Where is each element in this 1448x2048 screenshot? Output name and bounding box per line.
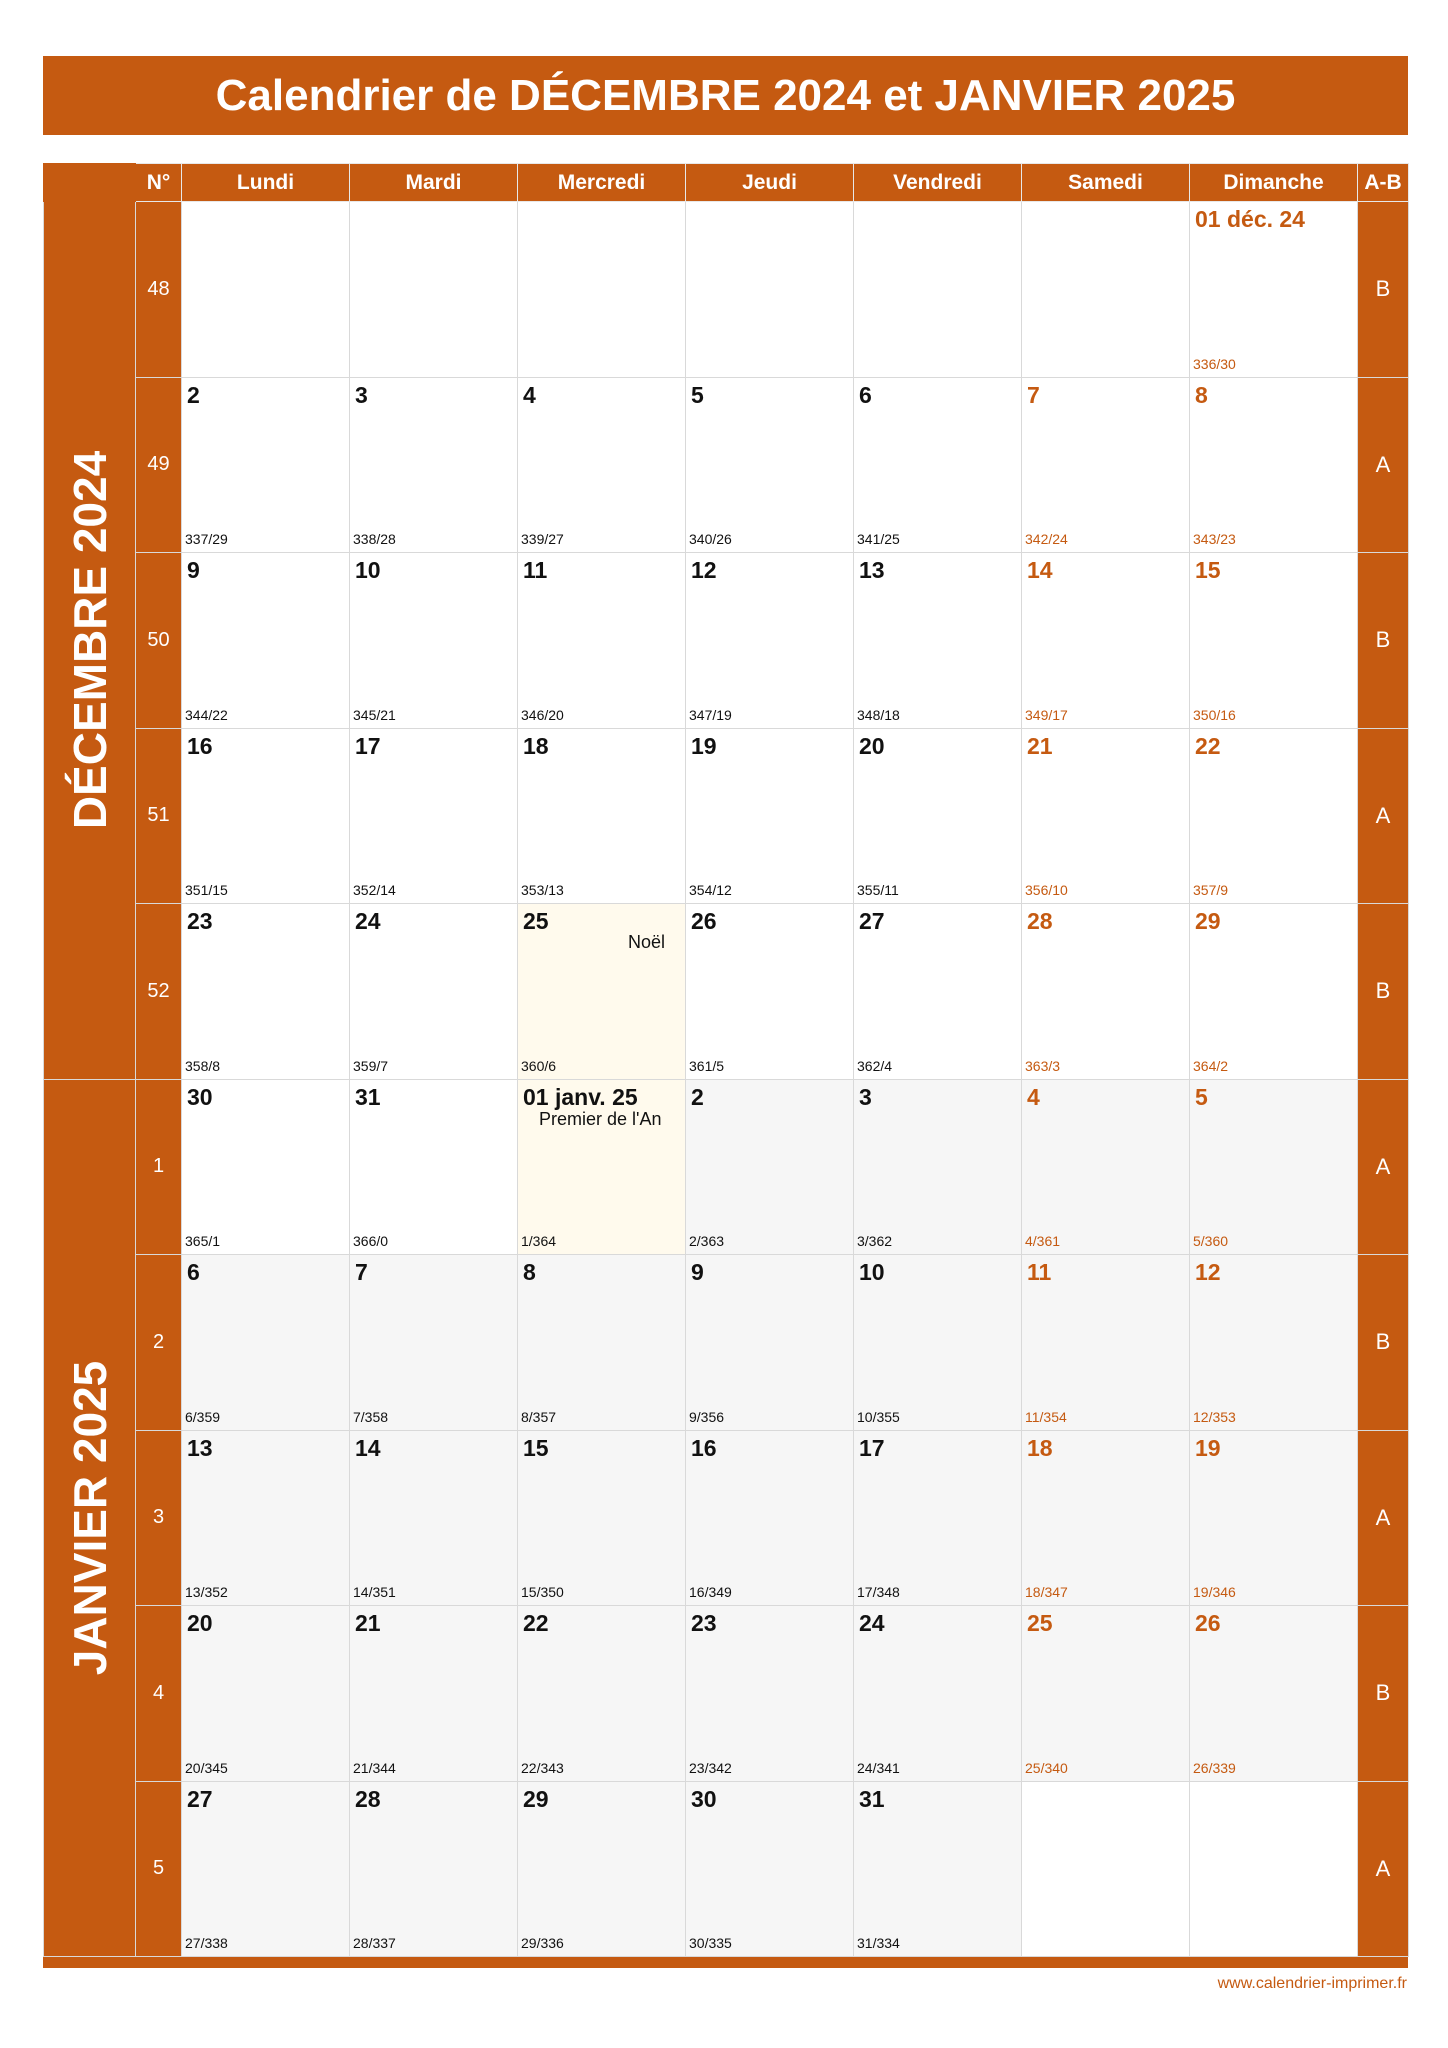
day-number: 29 xyxy=(523,1785,549,1812)
header-tuesday: Mardi xyxy=(350,164,518,202)
day-cell-sunday[interactable] xyxy=(1190,1606,1358,1782)
day-number: 6 xyxy=(187,1259,200,1285)
header-thursday: Jeudi xyxy=(686,164,854,202)
day-number: 29 xyxy=(1195,908,1221,934)
day-cell-saturday[interactable] xyxy=(1022,1255,1190,1431)
day-number: 24 xyxy=(859,1610,885,1636)
day-counter: 342/24 xyxy=(1025,531,1068,547)
day-cell-monday[interactable] xyxy=(182,728,350,904)
day-number: 20 xyxy=(187,1610,213,1636)
day-cell-sunday xyxy=(1190,1781,1358,1957)
day-cell-sunday[interactable] xyxy=(1190,1079,1358,1255)
month-label-cell xyxy=(44,1079,136,1957)
day-number: 23 xyxy=(187,908,213,934)
day-number: 27 xyxy=(187,1785,213,1812)
day-number: 31 xyxy=(355,1083,381,1110)
day-cell-wednesday[interactable] xyxy=(518,1430,686,1606)
day-number: 22 xyxy=(523,1610,549,1636)
day-cell-wednesday[interactable] xyxy=(518,728,686,904)
day-counter: 349/17 xyxy=(1025,706,1068,723)
week-row xyxy=(44,377,1409,553)
day-cell-thursday[interactable] xyxy=(686,1255,854,1431)
ab-letter: A xyxy=(1358,1079,1409,1255)
day-cell-saturday xyxy=(1022,202,1190,378)
ab-letter: B xyxy=(1358,1255,1409,1431)
ab-letter: B xyxy=(1358,904,1409,1080)
day-cell-friday[interactable] xyxy=(854,377,1022,553)
day-cell-tuesday[interactable] xyxy=(350,553,518,729)
day-number: 20 xyxy=(859,732,885,759)
day-number: 16 xyxy=(187,732,213,759)
day-cell-thursday[interactable] xyxy=(686,904,854,1080)
day-number: 9 xyxy=(691,1259,704,1285)
day-number: 13 xyxy=(859,557,885,583)
day-counter: 1/364 xyxy=(521,1233,557,1249)
day-cell-saturday[interactable] xyxy=(1022,1606,1190,1782)
week-row xyxy=(44,202,1409,378)
day-counter: 343/23 xyxy=(1193,531,1236,547)
header-week-number: N° xyxy=(136,164,182,202)
day-counter: 339/27 xyxy=(521,531,564,547)
day-number: 18 xyxy=(523,732,549,759)
day-number: 23 xyxy=(691,1610,717,1636)
day-number: 01 déc. 24 xyxy=(1195,206,1305,232)
footer-website: www.calendrier-imprimer.fr xyxy=(1217,1975,1407,1992)
day-number: 15 xyxy=(1195,557,1221,583)
day-cell-thursday xyxy=(686,202,854,378)
bottom-bar xyxy=(43,1957,1408,1968)
day-number: 2 xyxy=(187,381,200,408)
ab-letter: A xyxy=(1358,728,1409,904)
day-number: 17 xyxy=(355,732,381,759)
day-number: 21 xyxy=(1027,732,1053,759)
day-cell-thursday[interactable] xyxy=(686,1781,854,1957)
day-cell-thursday[interactable] xyxy=(686,553,854,729)
day-number: 30 xyxy=(691,1785,717,1812)
header-saturday: Samedi xyxy=(1022,164,1190,202)
day-cell-wednesday[interactable] xyxy=(518,1781,686,1957)
day-cell-wednesday[interactable] xyxy=(518,377,686,553)
day-number: 26 xyxy=(1195,1610,1221,1636)
month-label: DÉCEMBRE 2024 xyxy=(63,451,116,830)
day-counter: 13/352 xyxy=(185,1584,228,1600)
day-counter: 5/360 xyxy=(1193,1233,1229,1249)
day-counter: 15/350 xyxy=(521,1584,564,1600)
day-counter: 341/25 xyxy=(857,531,900,547)
day-cell-friday[interactable] xyxy=(854,1430,1022,1606)
day-counter: 357/9 xyxy=(1193,882,1229,898)
calendar-body xyxy=(44,202,1409,1957)
week-row xyxy=(44,1079,1409,1255)
week-number: 1 xyxy=(136,1079,182,1255)
day-counter: 337/29 xyxy=(185,531,228,547)
month-label: JANVIER 2025 xyxy=(63,1360,116,1675)
day-number: 3 xyxy=(859,1083,872,1110)
day-cell-friday xyxy=(854,202,1022,378)
day-counter: 353/13 xyxy=(521,882,564,898)
day-number: 19 xyxy=(1195,1434,1221,1461)
day-number: 14 xyxy=(1027,557,1053,583)
day-number: 27 xyxy=(859,908,885,934)
day-number: 5 xyxy=(1195,1083,1208,1110)
day-cell-thursday[interactable] xyxy=(686,1079,854,1255)
day-number: 19 xyxy=(691,732,717,759)
day-cell-tuesday[interactable] xyxy=(350,1781,518,1957)
day-cell-tuesday[interactable] xyxy=(350,728,518,904)
day-counter: 3/362 xyxy=(857,1233,893,1249)
day-counter: 18/347 xyxy=(1025,1584,1068,1600)
day-cell-tuesday[interactable] xyxy=(350,1255,518,1431)
day-counter: 27/338 xyxy=(185,1935,228,1951)
day-number: 22 xyxy=(1195,732,1221,759)
day-counter: 21/344 xyxy=(353,1759,396,1776)
holiday-name: Noël xyxy=(627,932,665,952)
ab-letter: B xyxy=(1358,1606,1409,1782)
day-counter: 344/22 xyxy=(185,706,228,723)
day-cell-saturday[interactable] xyxy=(1022,1079,1190,1255)
ab-letter: A xyxy=(1358,377,1409,553)
day-number: 31 xyxy=(859,1785,885,1812)
day-number: 7 xyxy=(355,1259,368,1285)
day-number: 17 xyxy=(859,1434,885,1461)
day-cell-wednesday[interactable] xyxy=(518,1606,686,1782)
month-label-cell xyxy=(44,202,136,1080)
day-cell-monday[interactable] xyxy=(182,1430,350,1606)
day-counter: 26/339 xyxy=(1193,1759,1236,1776)
ab-letter: A xyxy=(1358,1781,1409,1957)
day-cell-wednesday xyxy=(518,202,686,378)
day-cell-friday[interactable] xyxy=(854,1255,1022,1431)
day-cell-wednesday[interactable] xyxy=(518,1255,686,1431)
day-number: 28 xyxy=(355,1785,381,1812)
day-number: 26 xyxy=(691,908,717,934)
week-row xyxy=(44,553,1409,729)
day-number: 10 xyxy=(859,1259,885,1285)
header-wednesday: Mercredi xyxy=(518,164,686,202)
day-cell-wednesday[interactable] xyxy=(518,904,686,1080)
day-cell-sunday[interactable] xyxy=(1190,1255,1358,1431)
day-cell-sunday[interactable] xyxy=(1190,728,1358,904)
day-counter: 359/7 xyxy=(353,1057,389,1074)
ab-letter: A xyxy=(1358,1430,1409,1606)
day-cell-thursday[interactable] xyxy=(686,377,854,553)
day-number: 10 xyxy=(355,557,381,583)
day-counter: 338/28 xyxy=(353,531,396,547)
day-counter: 346/20 xyxy=(521,706,564,723)
week-number: 2 xyxy=(136,1255,182,1431)
day-cell-saturday[interactable] xyxy=(1022,728,1190,904)
day-cell-thursday[interactable] xyxy=(686,1430,854,1606)
day-number: 25 xyxy=(1027,1610,1053,1636)
day-cell-tuesday[interactable] xyxy=(350,377,518,553)
week-number: 48 xyxy=(136,202,182,378)
day-cell-sunday[interactable] xyxy=(1190,377,1358,553)
header-row xyxy=(44,164,1409,202)
day-counter: 31/334 xyxy=(857,1935,900,1951)
day-number: 16 xyxy=(691,1434,717,1461)
day-counter: 350/16 xyxy=(1193,706,1236,723)
day-cell-sunday[interactable] xyxy=(1190,553,1358,729)
day-cell-monday[interactable] xyxy=(182,377,350,553)
day-number: 4 xyxy=(1027,1083,1040,1110)
day-counter: 363/3 xyxy=(1025,1057,1061,1074)
day-cell-monday xyxy=(182,202,350,378)
day-number: 12 xyxy=(691,557,717,583)
week-row xyxy=(44,904,1409,1080)
week-number: 3 xyxy=(136,1430,182,1606)
day-cell-wednesday[interactable] xyxy=(518,1079,686,1255)
day-number: 28 xyxy=(1027,908,1053,934)
day-counter: 354/12 xyxy=(689,882,732,898)
day-counter: 361/5 xyxy=(689,1057,725,1074)
day-counter: 11/354 xyxy=(1025,1408,1067,1425)
week-number: 50 xyxy=(136,553,182,729)
day-counter: 364/2 xyxy=(1193,1057,1229,1074)
day-number: 4 xyxy=(523,381,536,408)
day-counter: 9/356 xyxy=(689,1408,725,1425)
day-counter: 340/26 xyxy=(689,531,732,547)
day-counter: 366/0 xyxy=(353,1233,389,1249)
day-number: 7 xyxy=(1027,381,1040,408)
day-number: 2 xyxy=(691,1083,704,1110)
week-number: 4 xyxy=(136,1606,182,1782)
day-number: 9 xyxy=(187,557,200,583)
day-number: 21 xyxy=(355,1610,381,1636)
day-number: 30 xyxy=(187,1083,213,1110)
day-number: 5 xyxy=(691,381,704,408)
day-number: 6 xyxy=(859,381,872,408)
ab-letter: B xyxy=(1358,553,1409,729)
day-counter: 22/343 xyxy=(521,1759,564,1776)
day-cell-sunday[interactable] xyxy=(1190,1430,1358,1606)
day-cell-saturday[interactable] xyxy=(1022,1430,1190,1606)
day-counter: 24/341 xyxy=(857,1759,900,1776)
day-number: 24 xyxy=(355,908,381,934)
day-number: 11 xyxy=(523,557,548,583)
day-cell-monday[interactable] xyxy=(182,553,350,729)
day-cell-monday[interactable] xyxy=(182,1781,350,1957)
day-counter: 356/10 xyxy=(1025,882,1068,898)
day-counter: 362/4 xyxy=(857,1057,893,1074)
day-number: 14 xyxy=(355,1434,381,1461)
day-cell-sunday[interactable] xyxy=(1190,202,1358,378)
day-cell-tuesday[interactable] xyxy=(350,1606,518,1782)
day-counter: 352/14 xyxy=(353,882,396,898)
week-row xyxy=(44,1781,1409,1957)
day-number: 11 xyxy=(1027,1259,1052,1285)
ab-letter: B xyxy=(1358,202,1409,378)
day-cell-monday[interactable] xyxy=(182,1606,350,1782)
day-counter: 19/346 xyxy=(1193,1584,1236,1600)
day-counter: 355/11 xyxy=(857,882,899,898)
week-row xyxy=(44,728,1409,904)
day-cell-sunday[interactable] xyxy=(1190,904,1358,1080)
day-counter: 2/363 xyxy=(689,1233,725,1249)
day-cell-saturday[interactable] xyxy=(1022,553,1190,729)
day-cell-tuesday[interactable] xyxy=(350,1430,518,1606)
day-counter: 16/349 xyxy=(689,1584,732,1600)
page-title: Calendrier de DÉCEMBRE 2024 et JANVIER 2025 xyxy=(43,56,1408,135)
day-cell-wednesday[interactable] xyxy=(518,553,686,729)
day-cell-friday[interactable] xyxy=(854,1606,1022,1782)
day-counter: 12/353 xyxy=(1193,1408,1236,1425)
day-counter: 351/15 xyxy=(185,882,228,898)
day-number: 8 xyxy=(1195,381,1208,408)
week-number: 5 xyxy=(136,1781,182,1957)
day-counter: 10/355 xyxy=(857,1408,900,1425)
day-counter: 17/348 xyxy=(857,1584,900,1600)
day-counter: 28/337 xyxy=(353,1935,396,1951)
day-counter: 23/342 xyxy=(689,1759,732,1776)
calendar-grid xyxy=(43,163,1409,1957)
day-cell-tuesday[interactable] xyxy=(350,904,518,1080)
day-number: 8 xyxy=(523,1259,536,1285)
header-sunday: Dimanche xyxy=(1190,164,1358,202)
day-cell-friday[interactable] xyxy=(854,553,1022,729)
day-counter: 29/336 xyxy=(521,1935,564,1951)
day-counter: 336/30 xyxy=(1193,355,1236,372)
day-counter: 365/1 xyxy=(185,1233,221,1249)
header-monday: Lundi xyxy=(182,164,350,202)
day-number: 3 xyxy=(355,381,368,408)
day-cell-monday[interactable] xyxy=(182,1079,350,1255)
day-cell-saturday[interactable] xyxy=(1022,904,1190,1080)
day-cell-saturday[interactable] xyxy=(1022,377,1190,553)
day-counter: 4/361 xyxy=(1025,1233,1061,1249)
day-cell-thursday[interactable] xyxy=(686,1606,854,1782)
day-number: 01 janv. 25 xyxy=(523,1083,638,1110)
day-number: 13 xyxy=(187,1434,213,1461)
day-cell-friday[interactable] xyxy=(854,904,1022,1080)
day-counter: 6/359 xyxy=(185,1408,221,1425)
header-ab: A-B xyxy=(1358,164,1409,202)
day-counter: 14/351 xyxy=(353,1584,396,1600)
day-counter: 20/345 xyxy=(185,1759,228,1776)
header-friday: Vendredi xyxy=(854,164,1022,202)
day-cell-friday[interactable] xyxy=(854,1781,1022,1957)
day-counter: 358/8 xyxy=(185,1057,221,1074)
day-counter: 360/6 xyxy=(521,1057,557,1074)
day-cell-monday[interactable] xyxy=(182,1255,350,1431)
day-cell-tuesday xyxy=(350,202,518,378)
day-number: 25 xyxy=(523,908,549,934)
day-counter: 25/340 xyxy=(1025,1759,1068,1776)
day-cell-monday[interactable] xyxy=(182,904,350,1080)
day-counter: 347/19 xyxy=(689,706,732,723)
week-row xyxy=(44,1606,1409,1782)
day-counter: 7/358 xyxy=(353,1408,389,1425)
week-row xyxy=(44,1255,1409,1431)
day-cell-thursday[interactable] xyxy=(686,728,854,904)
week-number: 49 xyxy=(136,377,182,553)
header-corner xyxy=(44,164,136,202)
day-number: 15 xyxy=(523,1434,549,1461)
week-row xyxy=(44,1430,1409,1606)
week-number: 52 xyxy=(136,904,182,1080)
day-counter: 8/357 xyxy=(521,1408,557,1425)
day-cell-friday[interactable] xyxy=(854,728,1022,904)
day-counter: 345/21 xyxy=(353,706,396,723)
day-number: 12 xyxy=(1195,1259,1221,1285)
holiday-name: Premier de l'An xyxy=(539,1108,662,1129)
day-cell-saturday xyxy=(1022,1781,1190,1957)
day-counter: 348/18 xyxy=(857,706,900,723)
day-cell-friday[interactable] xyxy=(854,1079,1022,1255)
day-counter: 30/335 xyxy=(689,1935,732,1951)
day-number: 18 xyxy=(1027,1434,1053,1461)
week-number: 51 xyxy=(136,728,182,904)
day-cell-tuesday[interactable] xyxy=(350,1079,518,1255)
